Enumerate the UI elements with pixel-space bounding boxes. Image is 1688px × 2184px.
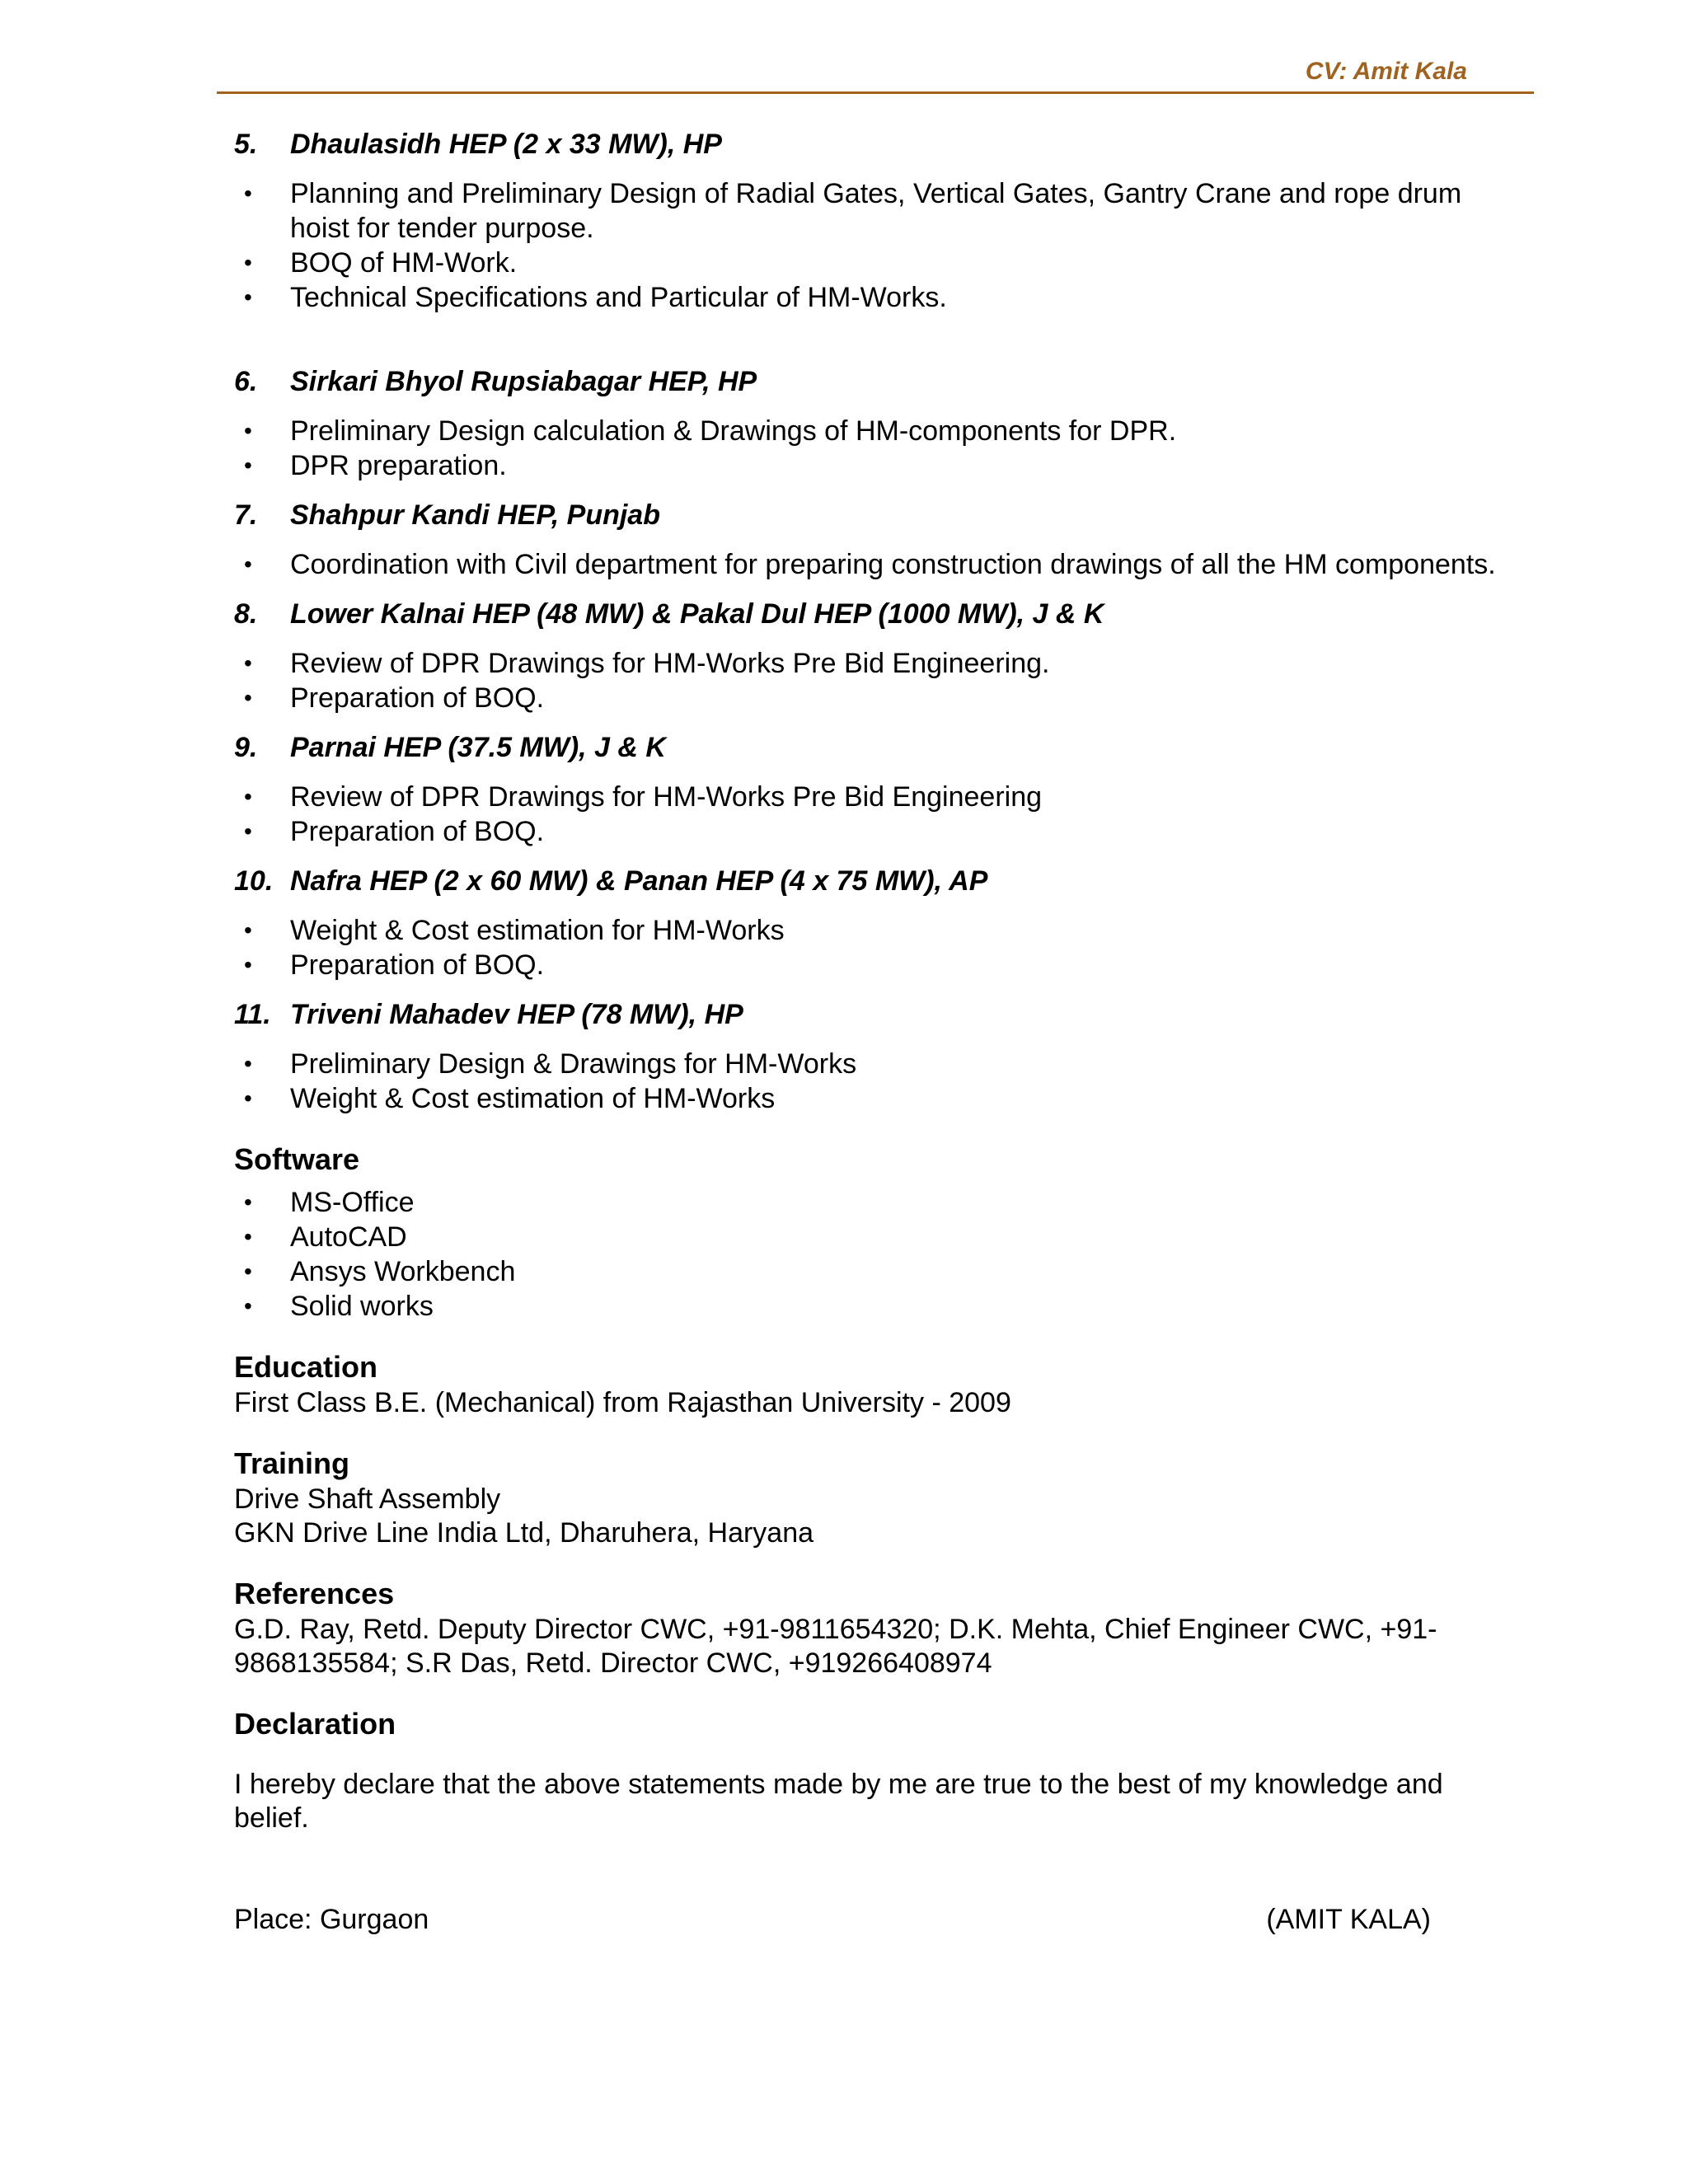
project-title: Parnai HEP (37.5 MW), J & K (290, 732, 666, 763)
project-task-list (234, 913, 1528, 982)
project-number: 7. (234, 499, 258, 531)
project-title: Lower Kalnai HEP (48 MW) & Pakal Dul HEP (1000 MW), J & K (290, 598, 1104, 630)
bullet-icon: • (244, 952, 252, 977)
training-line: Drive Shaft Assembly (234, 1483, 501, 1515)
signature-name: (AMIT KALA) (1266, 1904, 1431, 1935)
project-heading (234, 124, 1528, 165)
page-header-title: CV: Amit Kala (1305, 58, 1467, 85)
list-item: • Weight & Cost estimation for HM-Works (234, 913, 1528, 948)
list-item: • Preparation of BOQ. (234, 948, 1528, 982)
bullet-icon: • (244, 250, 252, 275)
bullet-icon: • (244, 284, 252, 310)
project-heading (234, 593, 1528, 635)
project-heading (234, 994, 1528, 1035)
training-line: GKN Drive Line India Ltd, Dharuhera, Haryana (234, 1517, 814, 1549)
references-line: G.D. Ray, Retd. Deputy Director CWC, +91-9811654320; D.K. Mehta, Chief Engineer CWC, +91- (234, 1614, 1437, 1645)
project-number: 11. (234, 999, 271, 1030)
bullet-icon: • (244, 1051, 252, 1076)
bullet-icon: • (244, 1224, 252, 1249)
training-heading: Training (234, 1446, 350, 1480)
list-item: • Preparation of BOQ. (234, 814, 1528, 849)
list-item: • Review of DPR Drawings for HM-Works Pre Bid Engineering. (234, 646, 1528, 681)
bullet-icon: • (244, 1189, 252, 1215)
project-heading (234, 860, 1528, 902)
list-item: • DPR preparation. (234, 448, 1528, 483)
list-item: • Preliminary Design & Drawings for HM-Works (234, 1047, 1528, 1081)
references-heading: References (234, 1577, 395, 1610)
project-title: Triveni Mahadev HEP (78 MW), HP (290, 999, 743, 1030)
project-heading (234, 494, 1528, 536)
bullet-icon: • (244, 685, 252, 710)
project-title: Shahpur Kandi HEP, Punjab (290, 499, 660, 531)
cv-content (234, 124, 1528, 1937)
list-item: • Technical Specifications and Particular of HM-Works. (234, 280, 1528, 315)
list-item: • Weight & Cost estimation of HM-Works (234, 1081, 1528, 1116)
list-item: • Review of DPR Drawings for HM-Works Pre Bid Engineering (234, 780, 1528, 814)
list-item: • BOQ of HM-Work. (234, 246, 1528, 280)
project-title: Dhaulasidh HEP (2 x 33 MW), HP (290, 129, 722, 160)
list-item: • Planning and Preliminary Design of Radial Gates, Vertical Gates, Gantry Crane and rope drum hoist for tender purpose. (234, 176, 1528, 246)
software-heading: Software (234, 1142, 360, 1176)
list-item: • Solid works (234, 1289, 1528, 1324)
references-line: 9868135584; S.R Das, Retd. Director CWC, +919266408974 (234, 1647, 992, 1679)
list-item: • Coordination with Civil department for preparing construction drawings of all the HM components. (234, 547, 1528, 582)
declaration-line: belief. (234, 1802, 309, 1834)
education-heading: Education (234, 1350, 378, 1384)
list-item: • Preparation of BOQ. (234, 681, 1528, 715)
project-task-list (234, 547, 1528, 582)
list-item: • AutoCAD (234, 1220, 1528, 1254)
bullet-icon: • (244, 917, 252, 943)
project-task-list (234, 780, 1528, 849)
list-item: • Ansys Workbench (234, 1254, 1528, 1289)
project-task-list (234, 414, 1528, 483)
bullet-icon: • (244, 818, 252, 844)
bullet-icon: • (244, 180, 252, 206)
list-item: • Preliminary Design calculation & Drawings of HM-components for DPR. (234, 414, 1528, 448)
software-list (234, 1185, 1528, 1324)
bullet-icon: • (244, 551, 252, 577)
project-number: 9. (234, 732, 258, 763)
bullet-icon: • (244, 650, 252, 676)
declaration-line: I hereby declare that the above statements made by me are true to the best of my knowledge and (234, 1769, 1443, 1800)
project-number: 8. (234, 598, 258, 630)
header-divider (217, 91, 1534, 94)
place-text: Place: Gurgaon (234, 1904, 429, 1935)
project-number: 5. (234, 129, 258, 160)
education-text: First Class B.E. (Mechanical) from Rajasthan University - 2009 (234, 1387, 1011, 1418)
declaration-heading: Declaration (234, 1707, 396, 1741)
project-task-list (234, 1047, 1528, 1116)
project-task-list (234, 176, 1528, 315)
list-item: • MS-Office (234, 1185, 1528, 1220)
project-number: 10. (234, 865, 274, 897)
bullet-icon: • (244, 418, 252, 443)
project-heading (234, 361, 1528, 402)
project-title: Sirkari Bhyol Rupsiabagar HEP, HP (290, 366, 757, 397)
project-heading (234, 727, 1528, 768)
bullet-icon: • (244, 452, 252, 478)
bullet-icon: • (244, 1085, 252, 1111)
signature-row (234, 1903, 1431, 1937)
bullet-icon: • (244, 784, 252, 809)
project-task-list (234, 646, 1528, 715)
project-title: Nafra HEP (2 x 60 MW) & Panan HEP (4 x 75 MW), AP (290, 865, 988, 897)
bullet-icon: • (244, 1258, 252, 1284)
project-number: 6. (234, 366, 258, 397)
bullet-icon: • (244, 1293, 252, 1319)
